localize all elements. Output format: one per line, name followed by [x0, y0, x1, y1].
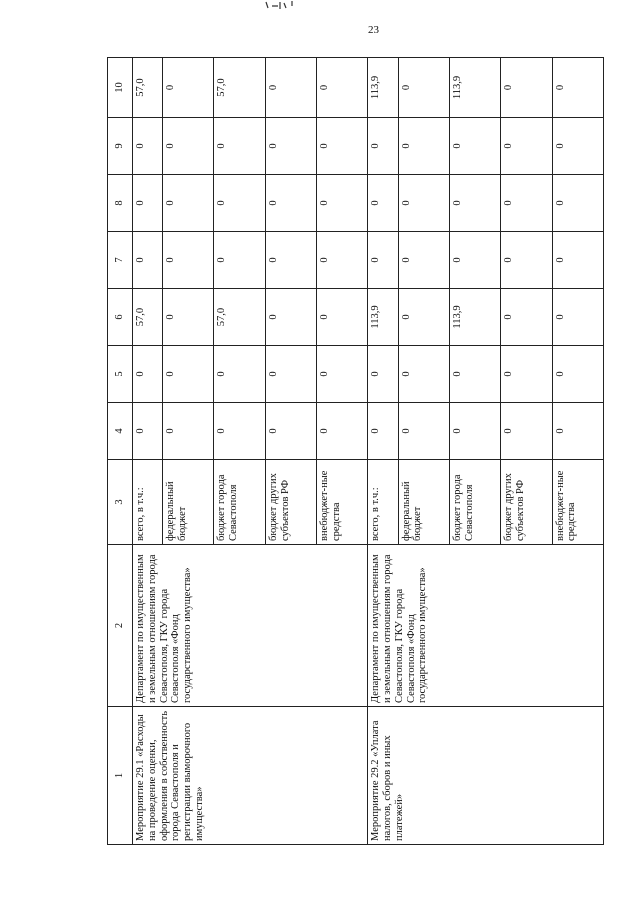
- header-row: [108, 58, 133, 845]
- value-cell: 0: [163, 346, 214, 403]
- funding-source: всего, в т.ч.:: [133, 460, 163, 545]
- value-cell: 0: [501, 175, 552, 232]
- value-cell: 0: [368, 346, 398, 403]
- value-cell: 0: [398, 403, 449, 460]
- value-cell: 0: [368, 403, 398, 460]
- value-cell: 0: [133, 118, 163, 175]
- value-cell: 0: [317, 232, 368, 289]
- value-cell: 57,0: [214, 289, 265, 346]
- value-cell: 0: [398, 346, 449, 403]
- value-cell: 0: [552, 118, 603, 175]
- column-number: 8: [108, 175, 133, 232]
- funding-source: всего, в т.ч.:: [368, 460, 398, 545]
- value-cell: 113,9: [368, 58, 398, 118]
- value-cell: 0: [368, 232, 398, 289]
- value-cell: 57,0: [133, 289, 163, 346]
- value-cell: 0: [552, 58, 603, 118]
- measure-name: Мероприятие 29.2 «Уплата налогов, сборов и иных платежей»: [368, 707, 604, 845]
- column-number: 3: [108, 460, 133, 545]
- value-cell: 0: [265, 346, 316, 403]
- value-cell: 113,9: [449, 289, 500, 346]
- column-number: 5: [108, 346, 133, 403]
- value-cell: 0: [501, 403, 552, 460]
- value-cell: 0: [398, 289, 449, 346]
- funding-source: внебюджет-ные средства: [552, 460, 603, 545]
- value-cell: 0: [265, 118, 316, 175]
- column-number: 9: [108, 118, 133, 175]
- value-cell: 0: [133, 232, 163, 289]
- value-cell: 0: [163, 232, 214, 289]
- value-cell: 0: [214, 403, 265, 460]
- value-cell: 0: [214, 118, 265, 175]
- value-cell: 0: [552, 403, 603, 460]
- value-cell: 0: [398, 175, 449, 232]
- column-number: 1: [108, 707, 133, 845]
- value-cell: 0: [214, 346, 265, 403]
- value-cell: 0: [501, 289, 552, 346]
- value-cell: 0: [368, 118, 398, 175]
- value-cell: 0: [449, 175, 500, 232]
- funding-source: федеральный бюджет: [163, 460, 214, 545]
- value-cell: 0: [133, 403, 163, 460]
- value-cell: 0: [317, 289, 368, 346]
- value-cell: 0: [501, 232, 552, 289]
- value-cell: 0: [449, 118, 500, 175]
- value-cell: 0: [552, 346, 603, 403]
- value-cell: 0: [163, 58, 214, 118]
- measure-name: Мероприятие 29.1 «Расходы на проведение оценки, оформления в собственность города Севастополя и регистрации выморочного имущества»: [133, 707, 368, 845]
- value-cell: 0: [398, 118, 449, 175]
- column-number: 7: [108, 232, 133, 289]
- value-cell: 0: [552, 175, 603, 232]
- value-cell: 0: [501, 118, 552, 175]
- page-number: 23: [368, 24, 379, 36]
- value-cell: 0: [449, 346, 500, 403]
- value-cell: 0: [317, 118, 368, 175]
- value-cell: 113,9: [368, 289, 398, 346]
- value-cell: 0: [317, 403, 368, 460]
- value-cell: 0: [265, 175, 316, 232]
- funding-source: федеральный бюджет: [398, 460, 449, 545]
- value-cell: 0: [552, 289, 603, 346]
- value-cell: 0: [265, 58, 316, 118]
- value-cell: 0: [398, 232, 449, 289]
- funding-source: внебюджет-ные средства: [317, 460, 368, 545]
- funding-source: бюджет других субъектов РФ: [265, 460, 316, 545]
- column-number: 4: [108, 403, 133, 460]
- value-cell: 0: [214, 232, 265, 289]
- value-cell: 0: [265, 232, 316, 289]
- table-row: [133, 58, 163, 845]
- funding-source: бюджет города Севастополя: [449, 460, 500, 545]
- measure-executor: Департамент по имущественным и земельным отношениям города Севастополя, ГКУ города Севастополя «Фонд государственного имущества»: [133, 545, 368, 707]
- value-cell: 0: [133, 346, 163, 403]
- value-cell: 0: [449, 403, 500, 460]
- value-cell: 57,0: [133, 58, 163, 118]
- column-number: 6: [108, 289, 133, 346]
- table-body: [108, 58, 604, 845]
- table-row: [368, 58, 398, 845]
- value-cell: 0: [552, 232, 603, 289]
- value-cell: 0: [163, 118, 214, 175]
- value-cell: 0: [368, 175, 398, 232]
- value-cell: 0: [501, 58, 552, 118]
- rotated-table-container: [107, 58, 604, 845]
- value-cell: 0: [214, 175, 265, 232]
- value-cell: 0: [317, 346, 368, 403]
- value-cell: 0: [133, 175, 163, 232]
- value-cell: 0: [265, 289, 316, 346]
- funding-source: бюджет города Севастополя: [214, 460, 265, 545]
- column-number: 10: [108, 58, 133, 118]
- value-cell: 0: [449, 232, 500, 289]
- value-cell: 0: [163, 175, 214, 232]
- value-cell: 0: [265, 403, 316, 460]
- value-cell: 0: [163, 403, 214, 460]
- value-cell: 0: [398, 58, 449, 118]
- value-cell: 0: [317, 58, 368, 118]
- value-cell: 57,0: [214, 58, 265, 118]
- value-cell: 0: [163, 289, 214, 346]
- measure-executor: Департамент по имущественным и земельным отношениям города Севастополя, ГКУ города Севастополя «Фонд государственного имущества»: [368, 545, 604, 707]
- value-cell: 113,9: [449, 58, 500, 118]
- scan-mark: [262, 0, 302, 10]
- value-cell: 0: [501, 346, 552, 403]
- column-number: 2: [108, 545, 133, 707]
- funding-source: бюджет других субъектов РФ: [501, 460, 552, 545]
- value-cell: 0: [317, 175, 368, 232]
- budget-table: [107, 57, 604, 845]
